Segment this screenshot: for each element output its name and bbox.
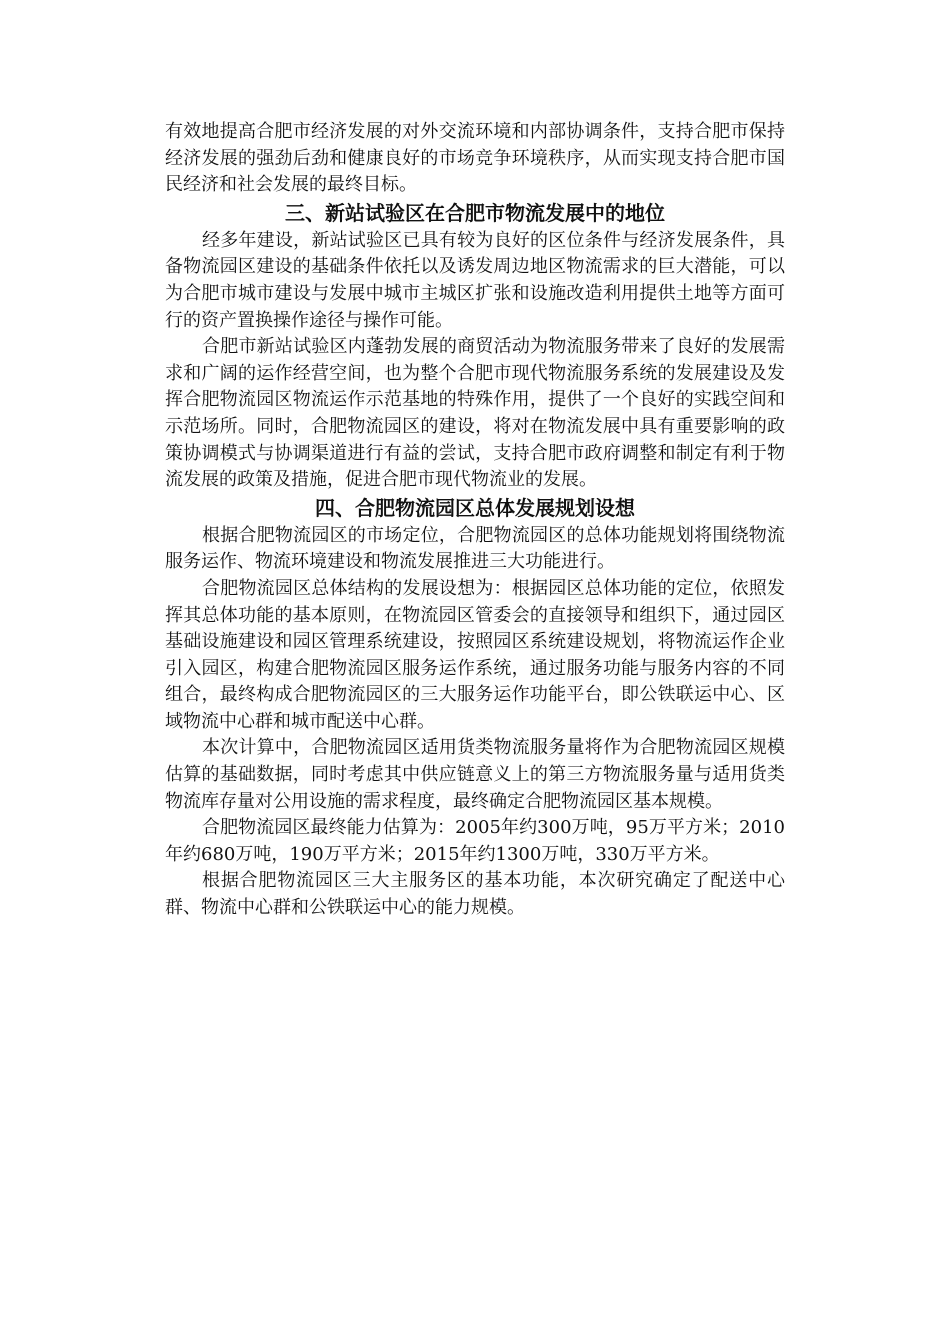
section-4-paragraph-2: 合肥物流园区总体结构的发展设想为：根据园区总体功能的定位，依照发挥其总体功能的基本原则，在物流园区管委会的直接领导和组织下，通过园区基础设施建设和园区管理系统建设，按照园区系统建设规划，将物流运作企业引入园区，构建合肥物流园区服务运作系统，通过服务功能与服务内容的不同组合，最终构成合肥物流园区的三大服务运作功能平台，即公铁联运中心、区域物流中心群和城市配送中心群。 — [165, 577, 785, 732]
document-page — [165, 119, 785, 922]
section-3-paragraph-1: 经多年建设，新站试验区已具有较为良好的区位条件与经济发展条件，具备物流园区建设的基础条件依托以及诱发周边地区物流需求的巨大潜能，可以为合肥市城市建设与发展中城市主城区扩张和设施改造利用提供土地等方面可行的资产置换操作途径与操作可能。 — [165, 229, 785, 331]
intro-paragraph: 有效地提高合肥市经济发展的对外交流环境和内部协调条件，支持合肥市保持经济发展的强劲后劲和健康良好的市场竞争环境秩序，从而实现支持合肥市国民经济和社会发展的最终目标。 — [165, 121, 785, 196]
section-4-paragraph-3: 本次计算中，合肥物流园区适用货类物流服务量将作为合肥物流园区规模估算的基础数据，同时考虑其中供应链意义上的第三方物流服务量与适用货类物流库存量对公用设施的需求程度，最终确定合肥物流园区基本规模。 — [165, 737, 785, 812]
section-3-paragraph-2: 合肥市新站试验区内蓬勃发展的商贸活动为物流服务带来了良好的发展需求和广阔的运作经营空间，也为整个合肥市现代物流服务系统的发展建设及发挥合肥物流园区物流运作示范基地的特殊作用，提供了一个良好的实践空间和示范场所。同时，合肥物流园区的建设，将对在物流发展中具有重要影响的政策协调模式与协调渠道进行有益的尝试，支持合肥市政府调整和制定有利于物流发展的政策及措施，促进合肥市现代物流业的发展。 — [165, 336, 785, 491]
section-4-paragraph-4: 合肥物流园区最终能力估算为：2005年约300万吨，95万平方米；2010年约680万吨，190万平方米；2015年约1300万吨，330万平方米。 — [165, 817, 785, 865]
section-4-paragraph-5: 根据合肥物流园区三大主服务区的基本功能，本次研究确定了配送中心群、物流中心群和公铁联运中心的能力规模。 — [165, 870, 785, 919]
section-4-heading: 四、合肥物流园区总体发展规划设想 — [315, 495, 635, 520]
section-3-heading: 三、新站试验区在合肥市物流发展中的地位 — [285, 200, 665, 225]
section-4-paragraph-1: 根据合肥物流园区的市场定位，合肥物流园区的总体功能规划将围绕物流服务运作、物流环境建设和物流发展推进三大功能进行。 — [165, 524, 785, 573]
